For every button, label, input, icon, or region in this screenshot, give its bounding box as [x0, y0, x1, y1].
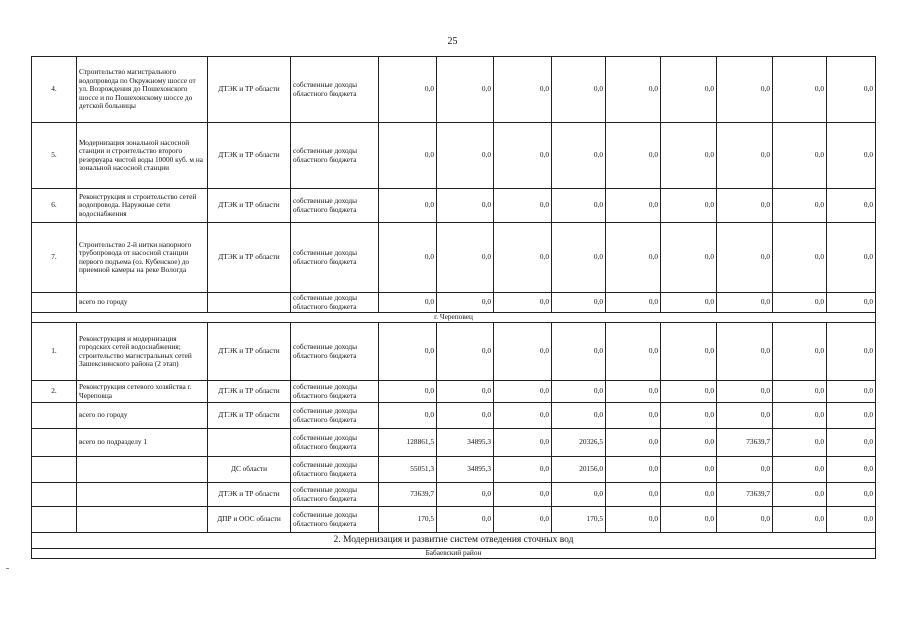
responsible-cell: ДТЭК и ТР области	[208, 189, 291, 223]
row-number-cell	[32, 457, 77, 483]
amount-cell: 0,0	[552, 223, 606, 293]
amount-cell: 0,0	[661, 293, 717, 313]
amount-cell: 0,0	[606, 293, 661, 313]
table-row	[32, 57, 876, 123]
funding-source-cell: собственные доходы областного бюджета	[291, 429, 379, 457]
scan-mark	[6, 568, 9, 569]
amount-cell: 0,0	[827, 429, 876, 457]
table-row	[32, 323, 876, 381]
amount-cell: 0,0	[552, 483, 606, 507]
amount-cell: 34895,3	[437, 429, 494, 457]
work-name-cell: всего по городу	[77, 403, 208, 429]
amount-cell: 0,0	[717, 323, 773, 381]
work-name-cell	[77, 507, 208, 533]
amount-cell: 0,0	[773, 381, 827, 403]
amount-cell: 0,0	[773, 429, 827, 457]
amount-cell: 0,0	[827, 457, 876, 483]
page-number: 25	[447, 36, 458, 47]
amount-cell: 0,0	[606, 123, 661, 189]
amount-cell: 0,0	[606, 323, 661, 381]
amount-cell: 0,0	[437, 381, 494, 403]
amount-cell: 0,0	[494, 223, 552, 293]
amount-cell: 0,0	[552, 57, 606, 123]
work-name-cell	[77, 483, 208, 507]
funding-source-cell: собственные доходы областного бюджета	[291, 483, 379, 507]
amount-cell: 0,0	[437, 323, 494, 381]
amount-cell: 0,0	[552, 403, 606, 429]
responsible-cell: ДТЭК и ТР области	[208, 57, 291, 123]
amount-cell: 0,0	[494, 57, 552, 123]
responsible-cell: ДТЭК и ТР области	[208, 123, 291, 189]
responsible-cell: ДТЭК и ТР области	[208, 403, 291, 429]
amount-cell: 0,0	[437, 123, 494, 189]
amount-cell: 0,0	[773, 189, 827, 223]
amount-cell: 20326,5	[552, 429, 606, 457]
table-row	[32, 507, 876, 533]
amount-cell: 0,0	[379, 293, 437, 313]
amount-cell: 0,0	[661, 483, 717, 507]
amount-cell: 0,0	[717, 293, 773, 313]
row-number-cell	[32, 483, 77, 507]
amount-cell: 0,0	[827, 57, 876, 123]
amount-cell: 0,0	[827, 189, 876, 223]
responsible-cell: ДТЭК и ТР области	[208, 483, 291, 507]
amount-cell: 0,0	[437, 483, 494, 507]
amount-cell: 0,0	[606, 507, 661, 533]
funding-source-cell: собственные доходы областного бюджета	[291, 381, 379, 403]
amount-cell: 73639,7	[717, 429, 773, 457]
row-number-cell: 7.	[32, 223, 77, 293]
row-number-cell: 2.	[32, 381, 77, 403]
amount-cell: 0,0	[661, 57, 717, 123]
section-title: г. Череповец	[32, 313, 876, 323]
amount-cell: 170,5	[552, 507, 606, 533]
amount-cell: 0,0	[773, 57, 827, 123]
funding-source-cell: собственные доходы областного бюджета	[291, 57, 379, 123]
amount-cell: 0,0	[717, 189, 773, 223]
amount-cell: 0,0	[827, 323, 876, 381]
amount-cell: 0,0	[661, 223, 717, 293]
budget-table	[31, 56, 876, 559]
amount-cell: 0,0	[773, 293, 827, 313]
amount-cell: 0,0	[494, 293, 552, 313]
amount-cell: 0,0	[494, 381, 552, 403]
amount-cell: 0,0	[827, 293, 876, 313]
funding-source-cell: собственные доходы областного бюджета	[291, 293, 379, 313]
responsible-cell: ДТЭК и ТР области	[208, 381, 291, 403]
amount-cell: 0,0	[379, 323, 437, 381]
amount-cell: 0,0	[494, 483, 552, 507]
row-number-cell	[32, 429, 77, 457]
amount-cell: 0,0	[494, 323, 552, 381]
amount-cell: 0,0	[379, 189, 437, 223]
table-row	[32, 483, 876, 507]
funding-source-cell: собственные доходы областного бюджета	[291, 507, 379, 533]
amount-cell: 0,0	[437, 57, 494, 123]
amount-cell: 0,0	[773, 483, 827, 507]
amount-cell: 0,0	[552, 123, 606, 189]
amount-cell: 0,0	[827, 403, 876, 429]
amount-cell: 0,0	[606, 483, 661, 507]
amount-cell: 0,0	[437, 223, 494, 293]
amount-cell: 0,0	[606, 223, 661, 293]
row-number-cell	[32, 403, 77, 429]
section-header-row	[32, 313, 876, 323]
amount-cell: 0,0	[379, 403, 437, 429]
amount-cell: 0,0	[827, 381, 876, 403]
row-number-cell: 4.	[32, 57, 77, 123]
amount-cell: 20156,0	[552, 457, 606, 483]
amount-cell: 73639,7	[379, 483, 437, 507]
amount-cell: 0,0	[606, 189, 661, 223]
amount-cell: 170,5	[379, 507, 437, 533]
table-row	[32, 123, 876, 189]
amount-cell: 0,0	[494, 457, 552, 483]
responsible-cell: ДС области	[208, 457, 291, 483]
amount-cell: 0,0	[379, 381, 437, 403]
table-body	[32, 57, 876, 559]
amount-cell: 0,0	[606, 403, 661, 429]
amount-cell: 0,0	[552, 323, 606, 381]
table-row	[32, 293, 876, 313]
amount-cell: 0,0	[437, 189, 494, 223]
funding-source-cell: собственные доходы областного бюджета	[291, 403, 379, 429]
work-name-cell	[77, 457, 208, 483]
amount-cell: 0,0	[379, 57, 437, 123]
subsection-title-row	[32, 533, 876, 549]
amount-cell: 0,0	[661, 457, 717, 483]
section-title: Бабаевский район	[32, 549, 876, 559]
amount-cell: 0,0	[494, 507, 552, 533]
amount-cell: 0,0	[661, 507, 717, 533]
work-name-cell: всего по городу	[77, 293, 208, 313]
amount-cell: 0,0	[379, 123, 437, 189]
amount-cell: 55051,3	[379, 457, 437, 483]
amount-cell: 0,0	[773, 457, 827, 483]
work-name-cell: Строительство магистрального водопровода по Окружному шоссе от ул. Возрождения до Пошехонского шоссе и по Пошехонскому шоссе до детской больницы	[77, 57, 208, 123]
funding-source-cell: собственные доходы областного бюджета	[291, 323, 379, 381]
row-number-cell	[32, 293, 77, 313]
amount-cell: 0,0	[552, 381, 606, 403]
amount-cell: 0,0	[717, 223, 773, 293]
section-title: 2. Модернизация и развитие систем отведения сточных вод	[32, 533, 876, 549]
amount-cell: 0,0	[827, 507, 876, 533]
amount-cell: 0,0	[437, 293, 494, 313]
funding-source-cell: собственные доходы областного бюджета	[291, 223, 379, 293]
table-row	[32, 457, 876, 483]
work-name-cell: Реконструкция и модернизация городских сетей водоснабжения; строительство магистральных сетей Зашекснинского района (2 этап)	[77, 323, 208, 381]
amount-cell: 0,0	[494, 429, 552, 457]
row-number-cell: 6.	[32, 189, 77, 223]
amount-cell: 0,0	[773, 123, 827, 189]
amount-cell: 128861,5	[379, 429, 437, 457]
amount-cell: 0,0	[552, 293, 606, 313]
amount-cell: 0,0	[773, 323, 827, 381]
amount-cell: 0,0	[717, 403, 773, 429]
amount-cell: 0,0	[773, 507, 827, 533]
amount-cell: 0,0	[494, 403, 552, 429]
amount-cell: 0,0	[661, 189, 717, 223]
table-row	[32, 223, 876, 293]
amount-cell: 34895,3	[437, 457, 494, 483]
table-row	[32, 381, 876, 403]
amount-cell: 0,0	[661, 403, 717, 429]
funding-source-cell: собственные доходы областного бюджета	[291, 123, 379, 189]
responsible-cell	[208, 429, 291, 457]
responsible-cell	[208, 293, 291, 313]
amount-cell: 73639,7	[717, 483, 773, 507]
work-name-cell: Строительство 2-й нитки напорного трубопровода от насосной станции первого подъема (оз. Кубенское) до приемной камеры на реке Вологда	[77, 223, 208, 293]
funding-source-cell: собственные доходы областного бюджета	[291, 457, 379, 483]
row-number-cell	[32, 507, 77, 533]
amount-cell: 0,0	[827, 483, 876, 507]
amount-cell: 0,0	[661, 323, 717, 381]
amount-cell: 0,0	[773, 403, 827, 429]
amount-cell: 0,0	[717, 381, 773, 403]
work-name-cell: Модернизация зональной насосной станции и строительство второго резервуара чистой воды 10000 куб. м на зональной насосной станции	[77, 123, 208, 189]
amount-cell: 0,0	[437, 403, 494, 429]
amount-cell: 0,0	[827, 123, 876, 189]
amount-cell: 0,0	[717, 507, 773, 533]
amount-cell: 0,0	[717, 123, 773, 189]
amount-cell: 0,0	[606, 457, 661, 483]
amount-cell: 0,0	[494, 123, 552, 189]
row-number-cell: 5.	[32, 123, 77, 189]
amount-cell: 0,0	[661, 123, 717, 189]
work-name-cell: Реконструкция сетевого хозяйства г. Череповца	[77, 381, 208, 403]
amount-cell: 0,0	[494, 189, 552, 223]
amount-cell: 0,0	[379, 223, 437, 293]
table-row	[32, 429, 876, 457]
responsible-cell: ДТЭК и ТР области	[208, 323, 291, 381]
funding-source-cell: собственные доходы областного бюджета	[291, 189, 379, 223]
amount-cell: 0,0	[717, 457, 773, 483]
amount-cell: 0,0	[661, 429, 717, 457]
amount-cell: 0,0	[773, 223, 827, 293]
amount-cell: 0,0	[606, 381, 661, 403]
table-row	[32, 189, 876, 223]
amount-cell: 0,0	[606, 57, 661, 123]
responsible-cell: ДПР и ООС области	[208, 507, 291, 533]
section-header-row	[32, 549, 876, 559]
row-number-cell: 1.	[32, 323, 77, 381]
work-name-cell: Реконструкция и строительство сетей водопровода. Наружные сети водоснабжения	[77, 189, 208, 223]
table-row	[32, 403, 876, 429]
work-name-cell: всего по подразделу 1	[77, 429, 208, 457]
amount-cell: 0,0	[717, 57, 773, 123]
amount-cell: 0,0	[606, 429, 661, 457]
amount-cell: 0,0	[437, 507, 494, 533]
amount-cell: 0,0	[552, 189, 606, 223]
amount-cell: 0,0	[661, 381, 717, 403]
responsible-cell: ДТЭК и ТР области	[208, 223, 291, 293]
amount-cell: 0,0	[827, 223, 876, 293]
